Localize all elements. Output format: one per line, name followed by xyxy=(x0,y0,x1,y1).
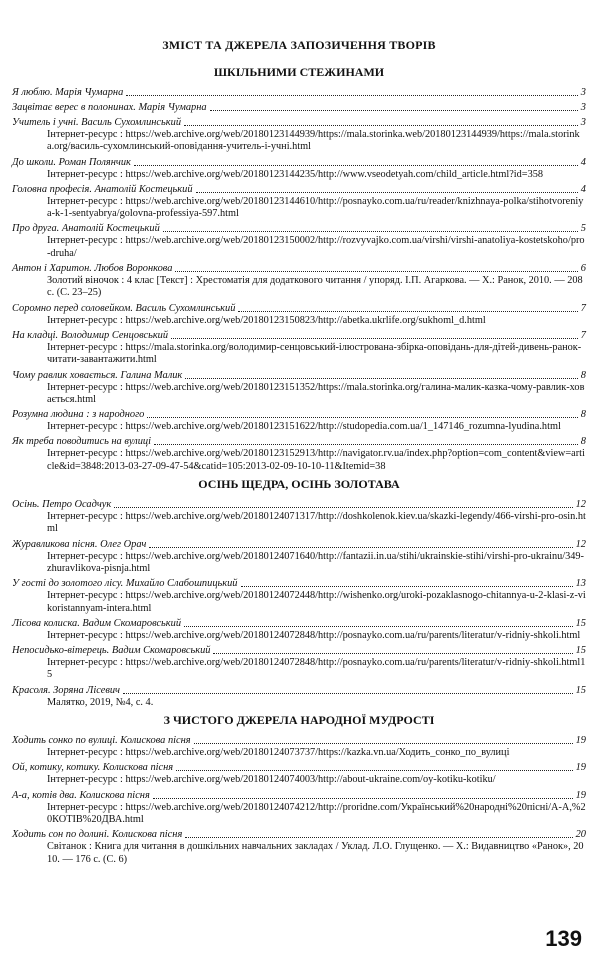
entry-title: Я люблю. Марія Чумарна xyxy=(12,87,124,98)
entry-title: Розумна людина : з народного xyxy=(12,409,145,421)
toc-entry xyxy=(12,733,586,759)
entry-page: 15 xyxy=(575,617,586,629)
entry-page: 12 xyxy=(575,538,586,550)
entry-title: Учитель і учні. Василь Сухомлинський xyxy=(12,117,182,128)
dot-leader xyxy=(184,626,573,627)
toc-entry xyxy=(12,407,586,433)
entry-page: 5 xyxy=(580,223,586,235)
entry-source: Інтернет-ресурс : https://web.archive.org/web/20180123150823/http://abetka.ukrlife.org/sukhoml_d.html xyxy=(47,314,486,326)
toc-entry xyxy=(12,537,586,576)
entry-source: Інтернет-ресурс : https://web.archive.org/web/20180124074212/http://proridne.com/Український%20народні%20пісні/А-А,%20КОТІВ%20ДВА.html xyxy=(47,801,586,825)
toc-entry-line xyxy=(12,301,586,315)
toc-entry xyxy=(12,100,586,114)
toc-entry-line xyxy=(12,85,586,99)
toc-entry xyxy=(12,434,586,473)
dot-leader xyxy=(123,693,573,694)
toc-entry xyxy=(12,155,586,181)
entry-source: Інтернет-ресурс : https://web.archive.org/web/20180123151622/http://studopedia.com.ua/1_147146_rozumna-lyudina.html xyxy=(47,421,561,433)
toc-entry-line xyxy=(12,328,586,342)
entry-source: Інтернет-ресурс : https://web.archive.org/web/20180124071317/http://doshkolenok.kiev.ua/skazki-legendy/466-virshi-pro-osin.html xyxy=(47,511,586,535)
dot-leader xyxy=(238,311,577,312)
dot-leader xyxy=(213,653,572,654)
entry-source: Інтернет-ресурс : https://web.archive.org/web/20180124072848/http://posnayko.com.ua/ru/parents/literatur/v-ridniy-shkoli.html xyxy=(47,629,581,641)
dot-leader xyxy=(194,743,573,744)
toc-entry xyxy=(12,643,586,682)
entry-title: А-а, котів два. Колискова пісня xyxy=(12,789,150,801)
entry-page: 4 xyxy=(580,183,586,195)
dot-leader xyxy=(241,586,573,587)
entry-title: Лісова колиска. Вадим Скомаровський xyxy=(12,617,182,629)
toc-entry-line xyxy=(12,760,586,774)
entry-title: Про друга. Анатолій Костецький xyxy=(12,223,160,235)
dot-leader xyxy=(196,192,578,193)
toc-entry-line xyxy=(12,434,586,448)
dot-leader xyxy=(154,444,578,445)
toc-entry xyxy=(12,115,586,154)
toc-entry xyxy=(12,760,586,786)
toc-entry xyxy=(12,368,586,407)
page-title: ЗМІСТ ТА ДЖЕРЕЛА ЗАПОЗИЧЕННЯ ТВОРІВ xyxy=(162,38,436,52)
entry-source: Інтернет-ресурс : https://mala.storinka.org/володимир-сенцовський-ілюстрована-збірка-оповідань-для-дітей-дивень-ранок-читати-завантажити.html xyxy=(47,341,582,366)
entry-page: 13 xyxy=(575,578,586,590)
toc-entry xyxy=(12,683,586,709)
toc-entry-line xyxy=(12,733,586,747)
table-of-contents xyxy=(12,65,586,866)
toc-entry-line xyxy=(12,261,586,275)
dot-leader xyxy=(185,378,578,379)
entry-page: 19 xyxy=(575,762,586,774)
entry-page: 8 xyxy=(580,436,586,448)
entry-title: Головна професія. Анатолій Костецький xyxy=(12,183,193,195)
entry-source: Інтернет-ресурс : https://web.archive.org/web/20180123144610/http://posnayko.com.ua/ru/reader/knizhnaya-polka/stihotvoreniya-k-1-sentyabrya/golovna-professiya-597.html xyxy=(47,195,584,220)
toc-entry-line xyxy=(12,643,586,657)
toc-entry xyxy=(12,261,586,300)
toc-entry-line xyxy=(12,407,586,421)
entry-title: Антон і Харитон. Любов Воронкова xyxy=(12,263,173,275)
toc-entry xyxy=(12,182,586,221)
entry-source: Світанок : Книга для читання в дошкільних навчальних закладах / Уклад. Л.О. Глущенко. — Х.: Видавництво «Ранок», 2010. — 176 с. (С. 6) xyxy=(47,841,584,865)
entry-title: Чому равлик ховається. Галина Малик xyxy=(12,369,183,381)
entry-page: 6 xyxy=(580,263,586,275)
page-number: 139 xyxy=(545,926,582,951)
entry-source: Інтернет-ресурс : https://web.archive.org/web/20180124072448/http://wishenko.org/uroki-pozaklasnogo-chitannya-u-2-klasi-z-vikoristannyam-intera.html xyxy=(47,590,586,614)
entry-source: Інтернет-ресурс : https://web.archive.org/web/20180123144235/http://www.vseodetyah.com/child_article.html?id=358 xyxy=(47,168,544,180)
entry-page: 15 xyxy=(575,645,586,657)
entry-page: 3 xyxy=(580,117,586,128)
dot-leader xyxy=(147,417,577,418)
entry-page: 19 xyxy=(575,789,586,801)
entry-page: 8 xyxy=(580,369,586,381)
entry-page: 3 xyxy=(580,102,586,113)
dot-leader xyxy=(163,231,578,232)
toc-entry-line xyxy=(12,683,586,697)
toc-entry xyxy=(12,85,586,99)
toc-entry-line xyxy=(12,182,586,196)
dot-leader xyxy=(185,837,572,838)
entry-source: Малятко, 2019, №4, с. 4. xyxy=(47,696,154,708)
entry-page: 7 xyxy=(580,302,586,314)
toc-entry xyxy=(12,576,586,615)
toc-entry-line xyxy=(12,788,586,802)
dot-leader xyxy=(114,507,572,508)
toc-entry-line xyxy=(12,537,586,551)
toc-entry-line xyxy=(12,576,586,590)
entry-source: Інтернет-ресурс : https://web.archive.org/web/20180124074003/http://about-ukraine.com/oy-kotiku-kotiku/ xyxy=(47,774,496,786)
dot-leader xyxy=(176,770,572,771)
entry-title: Ой, котику, котику. Колискова пісня xyxy=(12,762,174,774)
entry-title: Осінь. Петро Осадчук xyxy=(12,499,112,511)
entry-title: Ходить сонко по вулиці. Колискова пісня xyxy=(12,735,191,747)
dot-leader xyxy=(171,338,578,339)
entry-title: На кладці. Володимир Сенцовський xyxy=(12,329,169,341)
entry-page: 3 xyxy=(580,87,586,98)
entry-page: 20 xyxy=(575,829,586,841)
entry-source: Інтернет-ресурс : https://web.archive.org/web/20180124072848/http://posnayko.com.ua/ru/parents/literatur/v-ridniy-shkoli.html15 xyxy=(47,657,586,681)
dot-leader xyxy=(153,798,573,799)
entry-page: 7 xyxy=(580,329,586,341)
entry-title: У гості до золотого лісу. Михайло Слабошпицький xyxy=(12,578,238,590)
entry-title: Непосидько-вітерець. Вадим Скомаровський xyxy=(12,645,211,657)
toc-entry xyxy=(12,788,586,827)
toc-entry xyxy=(12,221,586,260)
dot-leader xyxy=(175,271,577,272)
entry-title: Красоля. Зоряна Лісевич xyxy=(12,684,120,696)
entry-source: Золотий віночок : 4 клас [Текст] : Хрестоматія для додаткового читання / упоряд. І.П. Агаркова. — Х.: Ранок, 2010. — 208 с. (С. 23–25) xyxy=(47,275,583,299)
entry-page: 15 xyxy=(575,684,586,696)
toc-entry-line xyxy=(12,155,586,169)
toc-entry xyxy=(12,497,586,536)
toc-entry-line xyxy=(12,368,586,382)
toc-entry-line xyxy=(12,616,586,630)
toc-entry-line xyxy=(12,100,586,114)
page xyxy=(12,38,586,867)
entry-title: До школи. Роман Полянчик xyxy=(12,156,131,168)
dot-leader xyxy=(184,125,578,126)
entry-page: 8 xyxy=(580,409,586,421)
dot-leader xyxy=(134,165,578,166)
entry-source: Інтернет-ресурс : https://web.archive.org/web/20180124071640/http://fantazii.in.ua/stihi/ukrainskie-stihi/virshi-pro-ukrainu/349-zhuravlikova-pisnja.html xyxy=(47,550,584,574)
entry-title: Соромно перед соловейком. Василь Сухомлинський xyxy=(12,302,236,314)
section-heading: ОСІНЬ ЩЕДРА, ОСІНЬ ЗОЛОТАВА xyxy=(198,477,400,492)
section-heading: З ЧИСТОГО ДЖЕРЕЛА НАРОДНОЇ МУДРОСТІ xyxy=(163,713,435,728)
entry-title: Журавликова пісня. Олег Орач xyxy=(12,538,147,550)
toc-entry xyxy=(12,301,586,327)
entry-title: Як треба поводитись на вулиці xyxy=(12,436,151,448)
dot-leader xyxy=(126,95,578,96)
entry-source: Інтернет-ресурс : https://web.archive.org/web/20180123144939/https://mala.storinka.web/20180123144939/https://mala.storinka.org/василь-сухомлинський-оповідання-учитель-і-учні.html xyxy=(47,129,580,153)
entry-source: Інтернет-ресурс : https://web.archive.org/web/20180123150002/http://rozvyvajko.com.ua/virshi/virshi-anatoliya-kostetskoho/pro-druha/ xyxy=(47,235,585,259)
entry-page: 4 xyxy=(580,156,586,168)
entry-page: 12 xyxy=(575,499,586,511)
entry-source: Інтернет-ресурс : https://web.archive.org/web/20180124073737/https://kazka.vn.ua/Ходить_сонко_по_вулиці xyxy=(47,747,510,759)
entry-source: Інтернет-ресурс : https://web.archive.org/web/20180123151352/https://mala.storinka.org/галина-малик-казка-чому-равлик-ховається.html xyxy=(47,381,585,405)
toc-entry-line xyxy=(12,115,586,129)
section-heading: ШКІЛЬНИМИ СТЕЖИНАМИ xyxy=(213,65,385,79)
toc-entry xyxy=(12,827,586,866)
dot-leader xyxy=(210,110,578,111)
entry-title: Зацвітає верес в полонинах. Марія Чумарна xyxy=(12,102,207,113)
entry-title: Ходить сон по долині. Колискова пісня xyxy=(12,829,183,841)
entry-source: Інтернет-ресурс : https://web.archive.org/web/20180123152913/http://navigator.rv.ua/index.php?option=com_content&view=article&id=3848:2013-03-27-09-47-54&catid=105:2013-02-09-10-10-11&Itemid=38 xyxy=(47,448,585,472)
entry-page: 19 xyxy=(575,735,586,747)
toc-entry xyxy=(12,616,586,642)
toc-entry-line xyxy=(12,221,586,235)
dot-leader xyxy=(149,547,572,548)
toc-entry xyxy=(12,328,586,367)
toc-entry-line xyxy=(12,497,586,511)
toc-entry-line xyxy=(12,827,586,841)
